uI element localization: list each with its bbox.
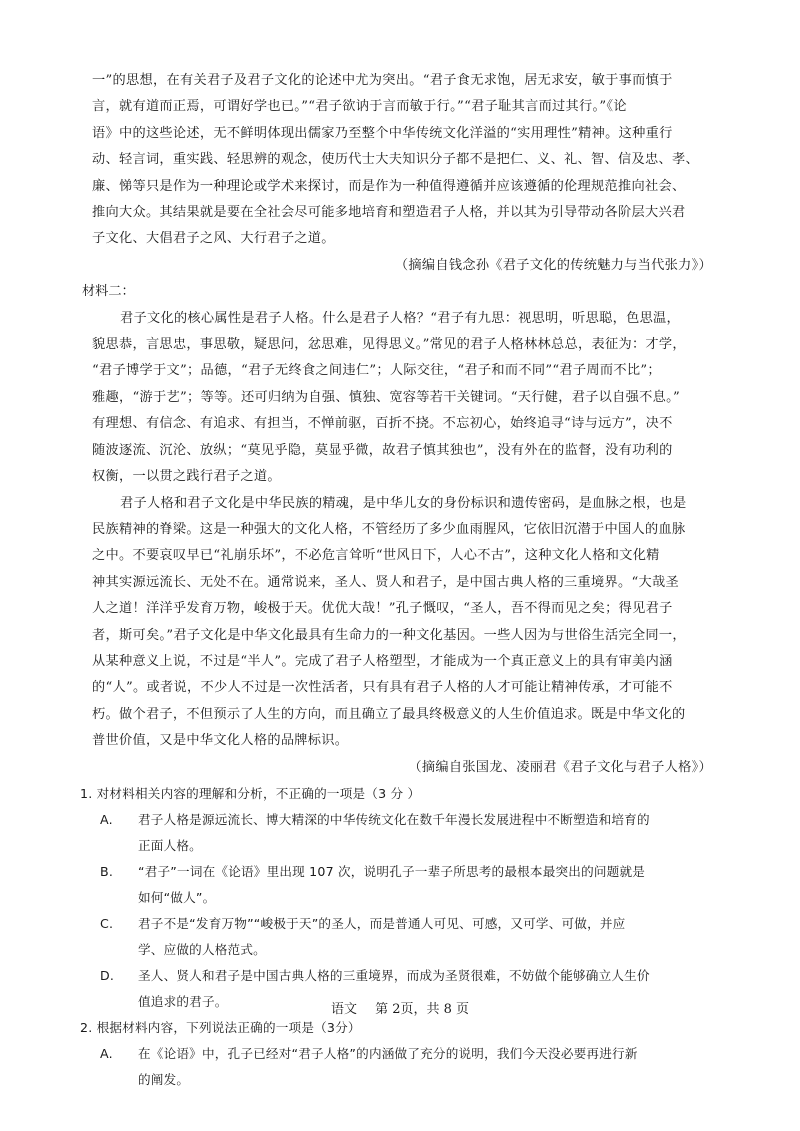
material-one-source: （摘编自钱念孙《君子文化的传统魅力与当代张力》） bbox=[394, 257, 712, 273]
option-c bbox=[92, 911, 718, 937]
option-letter: A. bbox=[100, 1045, 113, 1061]
text-line: 语》中的这些论述，无不鲜明体现出儒家乃至整个中华传统文化洋溢的“实用理性”精神。这种重行 bbox=[92, 125, 673, 141]
footer-subject: 语文 bbox=[330, 1002, 357, 1017]
option-d-continued: 值追求的君子。 bbox=[138, 993, 228, 1009]
text-line: 人之道！洋洋乎发育万物，峻极于天。优优大哉！”孔子慨叹，“圣人，吾不得而见之矣；得见君子 bbox=[92, 601, 673, 617]
option-a bbox=[92, 807, 718, 833]
text-line: 君子文化的核心属性是君子人格。什么是君子人格？“君子有九思：视思明，听思聪，色思温， bbox=[120, 310, 681, 326]
option-d bbox=[92, 963, 718, 989]
material-two-heading: 材料二： bbox=[82, 284, 135, 300]
question-1-title: 1. 对材料相关内容的理解和分析，不正确的一项是（3 分 ） bbox=[80, 785, 421, 801]
option-a-continued: 的阐发。 bbox=[138, 1071, 190, 1087]
option-c-continued: 学、应做的人格范式。 bbox=[138, 941, 266, 957]
option-b bbox=[92, 859, 718, 885]
text-line: 动、轻言词，重实践、轻思辨的观念，使历代士大夫知识分子都不是把仁、义、礼、智、信及忠、孝、 bbox=[92, 152, 699, 168]
text-line: 神其实源远流长、无处不在。通常说来，圣人、贤人和君子，是中国古典人格的三重境界。“大哉圣 bbox=[92, 574, 679, 590]
text-line: 之中。不要哀叹早已“礼崩乐坏”，不必危言耸听“世风日下，人心不古”，这种文化人格和文化精 bbox=[92, 548, 660, 564]
text-line: 朽。做个君子，不但预示了人生的方向，而且确立了最具终极意义的人生价值追求。既是中华文化的 bbox=[92, 706, 686, 722]
option-letter: B. bbox=[100, 863, 114, 879]
option-letter: C. bbox=[100, 915, 114, 931]
option-b-continued: 如何“做人”。 bbox=[138, 889, 216, 905]
text-line: 民族精神的脊梁。这是一种强大的文化人格，不管经历了多少血雨腥风，它依旧沉潜于中国人的血脉 bbox=[92, 521, 686, 537]
footer-page-number: 第 2页，共 8 页 bbox=[375, 1002, 470, 1017]
option-text: 圣人、贤人和君子是中国古典人格的三重境界，而成为圣贤很难，不妨做个能够确立人生价 bbox=[138, 967, 650, 983]
text-line: 者，斯可矣。”君子文化是中华文化最具有生命力的一种文化基因。一些人因为与世俗生活完全同一， bbox=[92, 627, 686, 643]
text-line: 一”的思想，在有关君子及君子文化的论述中尤为突出。“君子食无求饱，居无求安，敏于事而慎于 bbox=[92, 73, 673, 88]
text-line: 权衡，一以贯之践行君子之道。 bbox=[92, 469, 281, 485]
question-2 bbox=[80, 1015, 718, 1093]
text-line: 雅趣，“游于艺”；等等。还可归纳为自强、慎独、宽容等若干关键词。“天行健，君子以自强不息。” bbox=[92, 389, 681, 405]
text-line: 从某种意义上说，不过是“半人”。完成了君子人格塑型，才能成为一个真正意义上的具有审美内涵 bbox=[92, 653, 673, 669]
option-text: 君子不是“发育万物”“峻极于天”的圣人，而是普通人可见、可感，又可学、可做，并应 bbox=[138, 915, 626, 931]
text-line: 子文化、大倡君子之风、大行君子之道。 bbox=[92, 231, 335, 247]
option-a-continued: 正面人格。 bbox=[138, 837, 202, 853]
text-line: 言，就有道而正焉，可谓好学也已。”“君子欲讷于言而敏于行。”“君子耻其言而过其行。”《论 bbox=[92, 99, 627, 115]
question-2-options bbox=[92, 1041, 718, 1093]
text-line: 君子人格和君子文化是中华民族的精魂，是中华儿女的身份标识和遗传密码，是血脉之根，也是 bbox=[120, 495, 687, 511]
text-line: “君子博学于文”；品德，“君子无终食之间违仁”；人际交往，“君子和而不同”“君子周而不比”； bbox=[92, 363, 661, 379]
material-one-tail bbox=[92, 68, 718, 253]
text-line: 推向大众。其结果就是要在全社会尽可能多地培育和塑造君子人格，并以其为引导带动各阶层大兴君 bbox=[92, 205, 686, 221]
question-2-title: 2. 根据材料内容，下列说法正确的一项是（3分） bbox=[80, 1019, 361, 1035]
question-1-options bbox=[92, 807, 718, 1015]
text-line: 貌思恭，言思忠，事思敬，疑思问，忿思难，见得思义。”常见的君子人格林林总总，表征为：才学， bbox=[92, 337, 686, 353]
material-two-source: （摘编自张国龙、凌丽君《君子文化与君子人格》） bbox=[408, 759, 712, 775]
text-line: 的“人”。或者说，不少人不过是一次性活者，只有具有君子人格的人才可能让精神传承，才可能不 bbox=[92, 680, 673, 696]
text-line: 随波逐流、沉沦、放纵；“莫见乎隐，莫显乎微，故君子慎其独也”，没有外在的监督，没有功利的 bbox=[92, 442, 673, 458]
material-two-paragraph-1 bbox=[92, 306, 718, 491]
material-two-paragraph-2 bbox=[92, 491, 718, 755]
option-text: 在《论语》中，孔子已经对“君子人格”的内涵做了充分的说明，我们今天没必要再进行新 bbox=[138, 1045, 638, 1061]
page-footer bbox=[0, 1000, 800, 1020]
page-body bbox=[80, 68, 718, 1093]
option-text: “君子”一词在《论语》里出现 107 次，说明孔子一辈子所思考的最根本最突出的问题就是 bbox=[138, 863, 646, 879]
text-line: 廉、悌等只是作为一种理论或学术来探讨，而是作为一种值得遵循并应该遵循的伦理规范推向社会、 bbox=[92, 178, 686, 194]
question-1 bbox=[80, 781, 718, 1015]
option-a bbox=[92, 1041, 718, 1067]
option-text: 君子人格是源远流长、博大精深的中华传统文化在数千年漫长发展进程中不断塑造和培育的 bbox=[138, 811, 650, 827]
option-letter: A. bbox=[100, 811, 113, 827]
text-line: 有理想、有信念、有追求、有担当，不惮前驱，百折不挠。不忘初心，始终追寻“诗与远方”，决不 bbox=[92, 416, 673, 432]
option-letter: D. bbox=[100, 967, 115, 983]
text-line: 普世价值，又是中华文化人格的品牌标识。 bbox=[92, 733, 349, 749]
